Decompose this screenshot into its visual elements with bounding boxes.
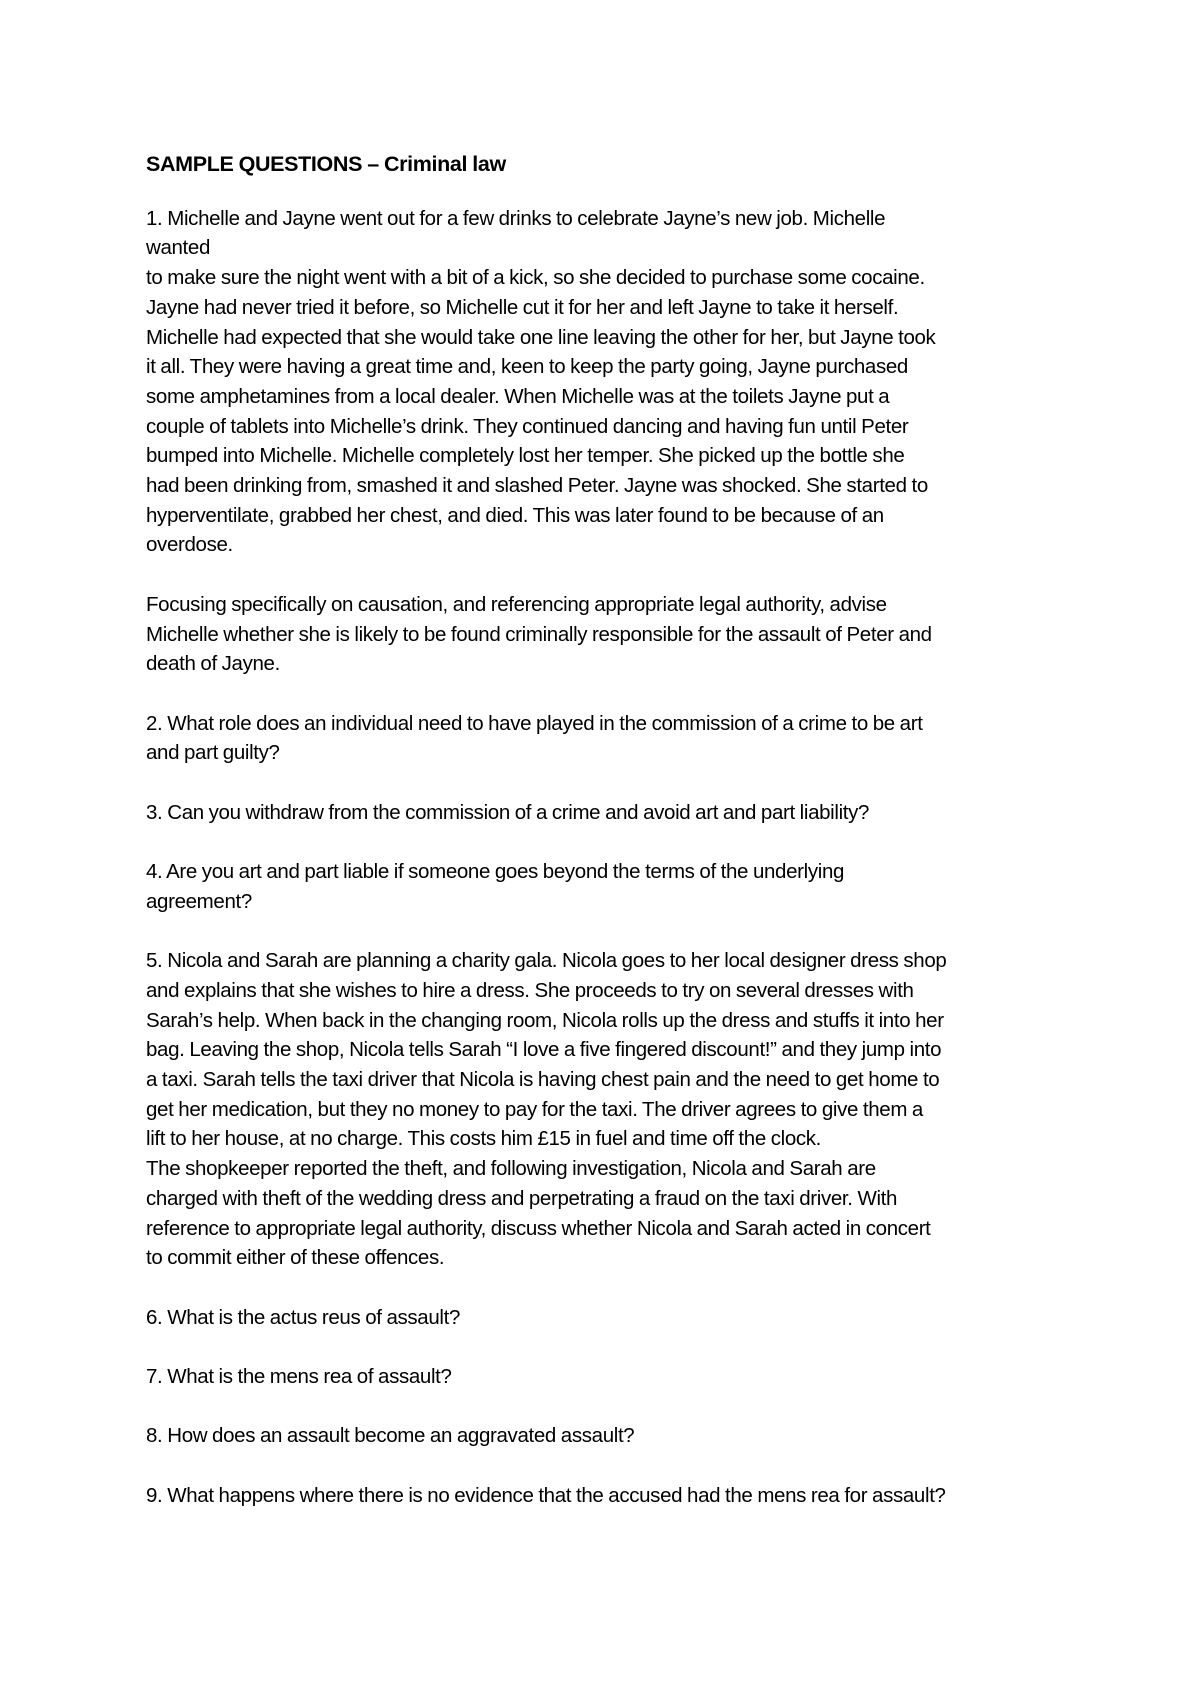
question-1-line: had been drinking from, smashed it and slashed Peter. Jayne was shocked. She started to [146, 474, 928, 498]
question-1-line: hyperventilate, grabbed her chest, and died. This was later found to be because of an [146, 503, 884, 527]
question-3-line: 3. Can you withdraw from the commission of a crime and avoid art and part liability? [146, 800, 870, 824]
question-1-line: bumped into Michelle. Michelle completely lost her temper. She picked up the bottle she [146, 444, 905, 468]
question-1-line: wanted [146, 236, 211, 260]
question-8-line: 8. How does an assault become an aggravated assault? [146, 1424, 635, 1448]
question-5-line: to commit either of these offences. [146, 1246, 445, 1270]
question-4-line: 4. Are you art and part liable if someone goes beyond the terms of the underlying [146, 860, 845, 884]
question-1-task-line: Michelle whether she is likely to be found criminally responsible for the assault of Peter and [146, 622, 932, 646]
question-1-task-line: death of Jayne. [146, 652, 280, 676]
question-5-line: charged with theft of the wedding dress and perpetrating a fraud on the taxi driver. With [146, 1186, 898, 1210]
question-7 [146, 1362, 1066, 1392]
document-body [146, 150, 1066, 1511]
question-1-line: 1. Michelle and Jayne went out for a few drinks to celebrate Jayne’s new job. Michelle [146, 206, 886, 230]
question-6 [146, 1303, 1066, 1333]
question-1 [146, 204, 1066, 560]
question-8 [146, 1421, 1066, 1451]
question-1-line: overdose. [146, 533, 233, 557]
question-5-line: 5. Nicola and Sarah are planning a charity gala. Nicola goes to her local designer dress shop [146, 949, 947, 973]
question-1-line: Michelle had expected that she would take one line leaving the other for her, but Jayne took [146, 325, 936, 349]
question-2-line: and part guilty? [146, 741, 280, 765]
question-1-line: Jayne had never tried it before, so Michelle cut it for her and left Jayne to take it herself. [146, 295, 899, 319]
question-6-line: 6. What is the actus reus of assault? [146, 1305, 460, 1329]
question-4-line: agreement? [146, 889, 252, 913]
question-1-task [146, 590, 1066, 679]
document-title: SAMPLE QUESTIONS – Criminal law [146, 152, 506, 176]
question-5-line: and explains that she wishes to hire a dress. She proceeds to try on several dresses with [146, 978, 914, 1002]
question-9-line: 9. What happens where there is no evidence that the accused had the mens rea for assault? [146, 1483, 946, 1507]
question-1-line: some amphetamines from a local dealer. When Michelle was at the toilets Jayne put a [146, 384, 890, 408]
question-5-line: a taxi. Sarah tells the taxi driver that Nicola is having chest pain and the need to get home to [146, 1068, 940, 1092]
question-1-line: to make sure the night went with a bit of a kick, so she decided to purchase some cocaine. [146, 266, 925, 290]
question-5-line: get her medication, but they no money to pay for the taxi. The driver agrees to give them a [146, 1097, 923, 1121]
question-1-line: couple of tablets into Michelle’s drink. They continued dancing and having fun until Peter [146, 414, 909, 438]
question-3 [146, 798, 1066, 828]
question-1-task-line: Focusing specifically on causation, and referencing appropriate legal authority, advise [146, 592, 887, 616]
question-1-line: it all. They were having a great time and, keen to keep the party going, Jayne purchased [146, 355, 908, 379]
question-9 [146, 1481, 1066, 1511]
question-5-line: reference to appropriate legal authority, discuss whether Nicola and Sarah acted in concert [146, 1216, 931, 1240]
question-2-line: 2. What role does an individual need to have played in the commission of a crime to be art [146, 711, 923, 735]
question-5-line: bag. Leaving the shop, Nicola tells Sarah “I love a five fingered discount!” and they jump into [146, 1038, 942, 1062]
question-5-line: lift to her house, at no charge. This costs him £15 in fuel and time off the clock. [146, 1127, 822, 1151]
question-5 [146, 946, 1066, 1273]
question-2 [146, 709, 1066, 768]
question-5-line: Sarah’s help. When back in the changing room, Nicola rolls up the dress and stuffs it into her [146, 1008, 944, 1032]
question-4 [146, 857, 1066, 916]
question-5-line: The shopkeeper reported the theft, and following investigation, Nicola and Sarah are [146, 1157, 876, 1181]
question-7-line: 7. What is the mens rea of assault? [146, 1365, 452, 1389]
